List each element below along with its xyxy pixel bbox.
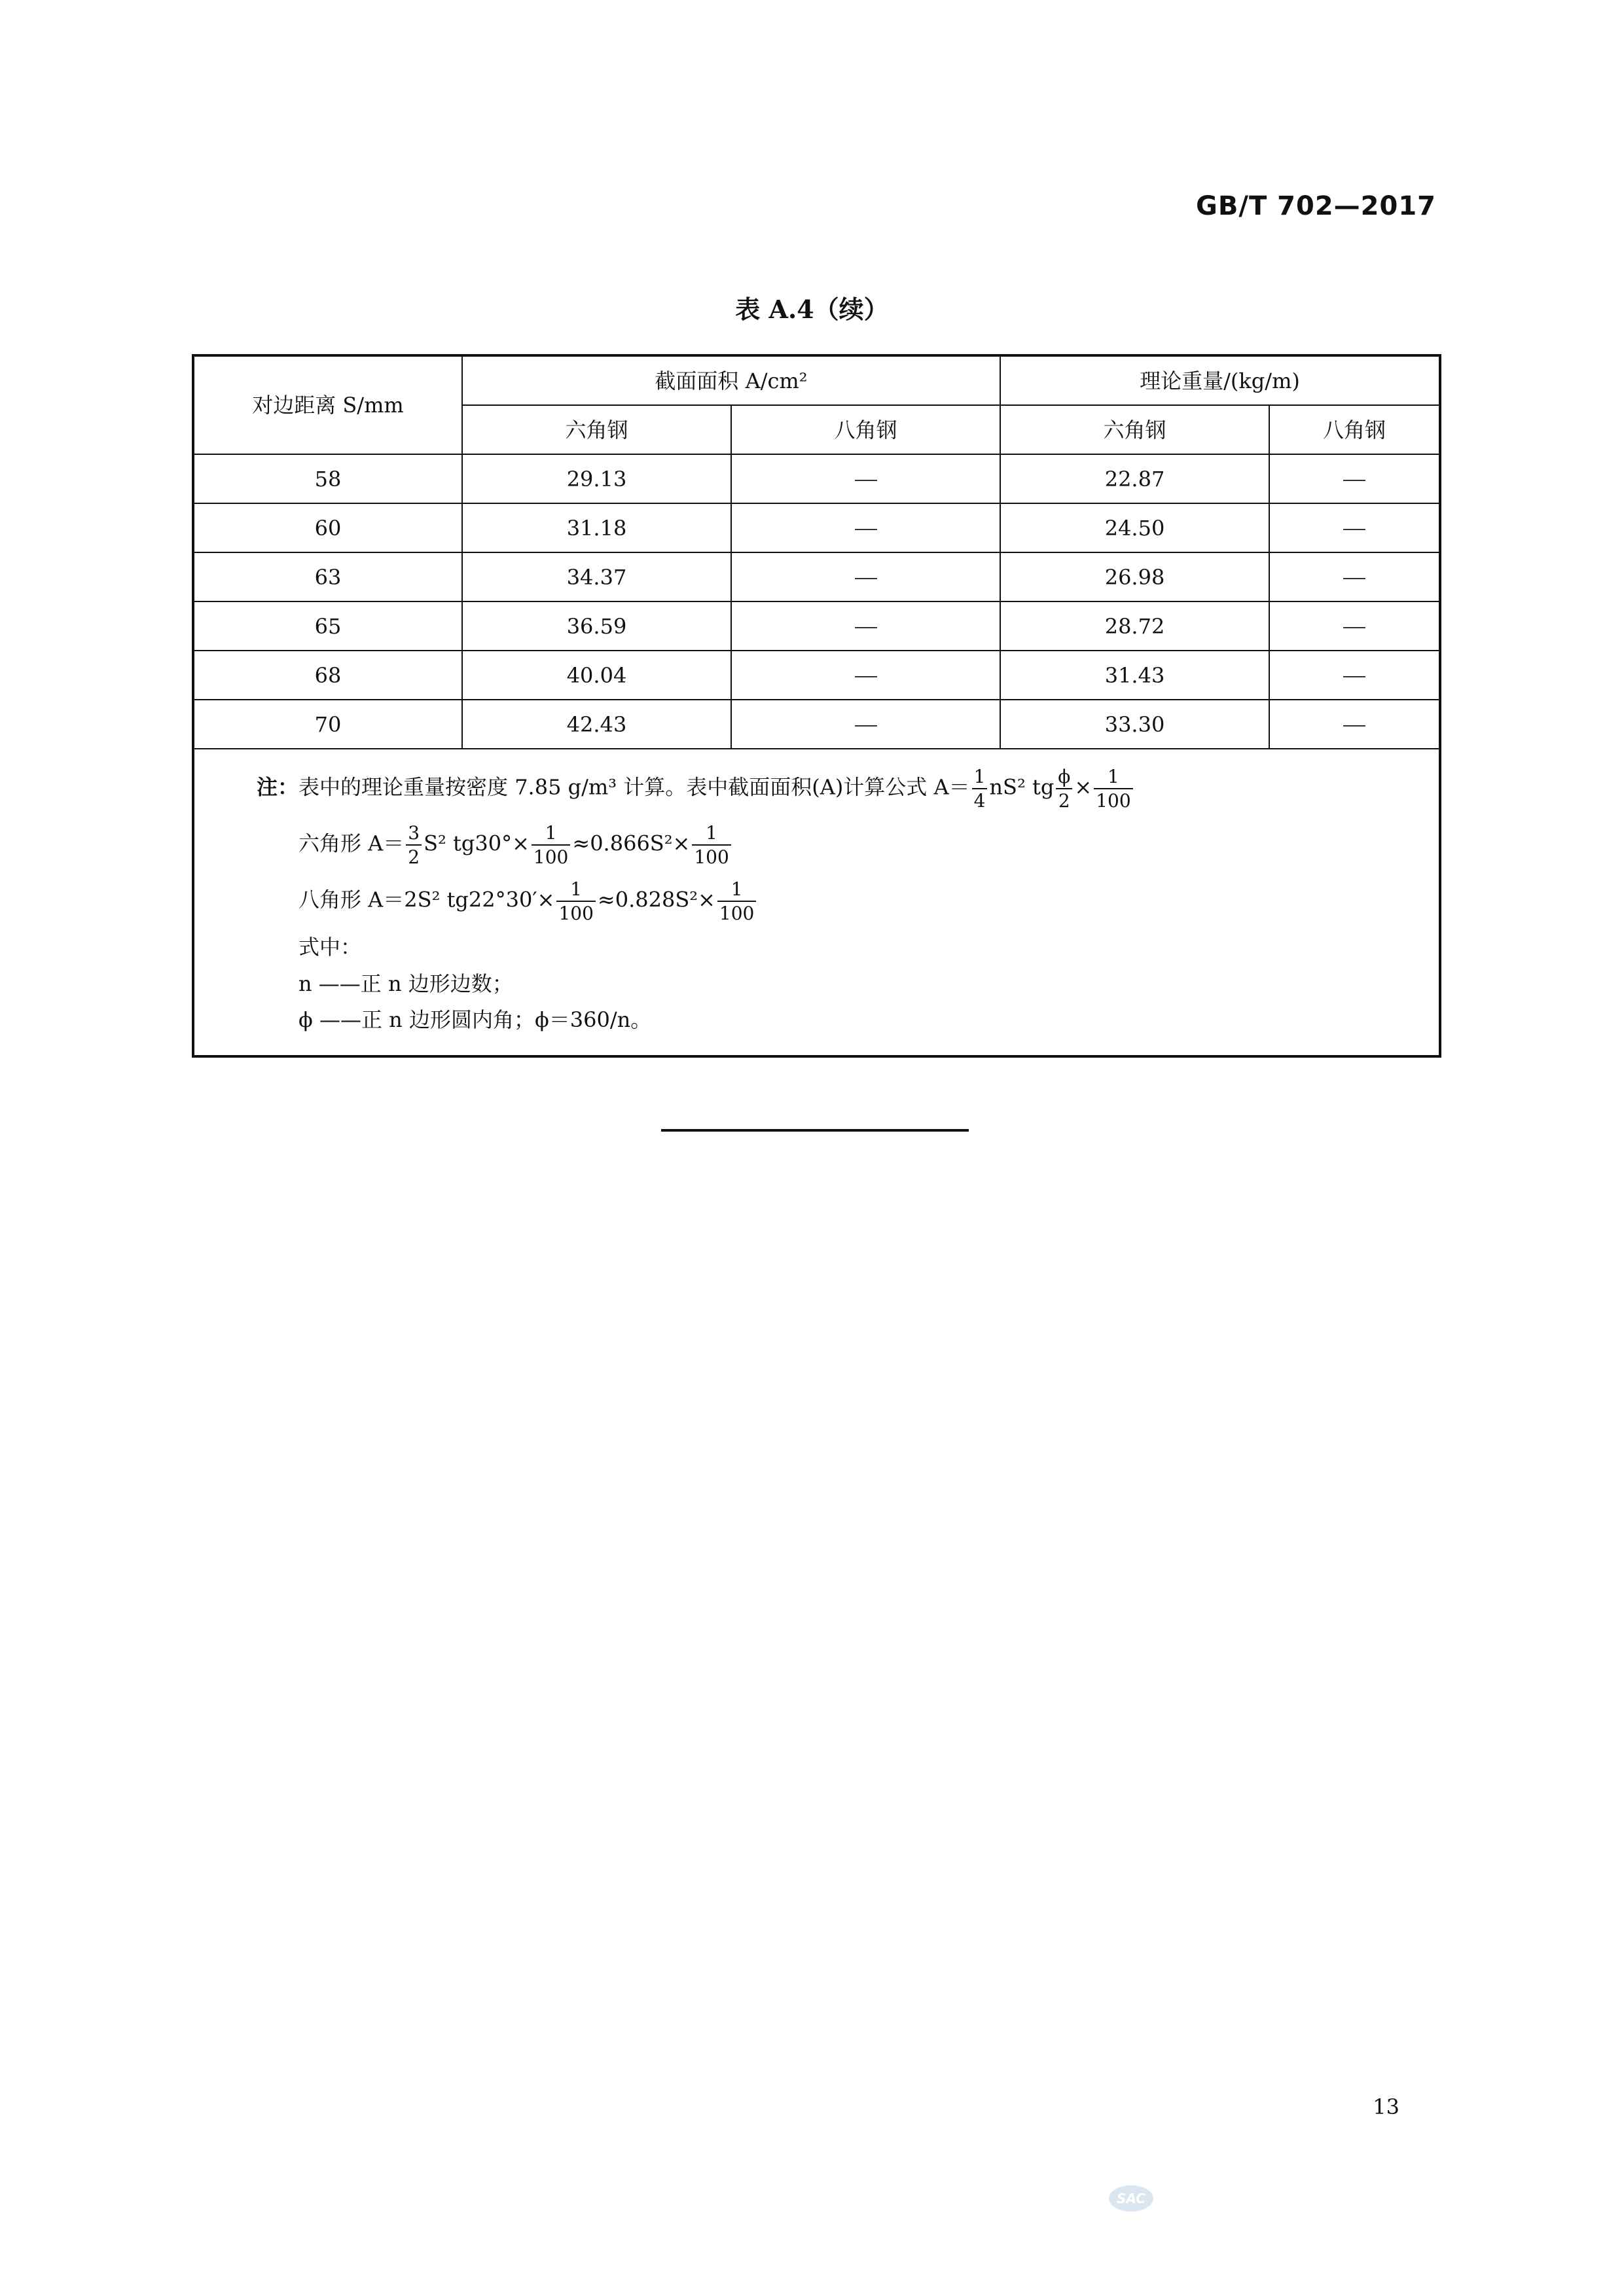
end-rule xyxy=(661,1129,969,1132)
cell-weight-oct xyxy=(1269,503,1440,552)
cell-area-oct xyxy=(731,700,1000,749)
note-def-n: n ——正 n 边形边数； xyxy=(298,971,513,996)
note-where: 式中： xyxy=(298,935,362,960)
table-row xyxy=(193,700,1440,749)
cell-distance: 60 xyxy=(193,503,462,552)
dash-mark xyxy=(1343,627,1365,628)
table-row xyxy=(193,552,1440,601)
header-area: 截面面积 A/cm² xyxy=(462,355,1000,405)
cell-area-oct xyxy=(731,552,1000,601)
cell-distance: 65 xyxy=(193,601,462,651)
table-row xyxy=(193,651,1440,700)
header-area-hex: 六角钢 xyxy=(462,405,731,454)
table-row xyxy=(193,454,1440,503)
cell-weight-oct xyxy=(1269,700,1440,749)
header-weight-hex: 六角钢 xyxy=(1000,405,1269,454)
data-table-container xyxy=(192,354,1439,1058)
cell-weight-oct xyxy=(1269,601,1440,651)
dash-mark xyxy=(855,627,877,628)
fraction: $\frac{1}{100}$ xyxy=(717,878,756,925)
cell-distance: 70 xyxy=(193,700,462,749)
note-row xyxy=(193,749,1440,1056)
fraction: $\frac{1}{4}$ xyxy=(972,765,988,812)
svg-text:SAC: SAC xyxy=(1117,2191,1146,2206)
dash-mark xyxy=(1343,725,1365,726)
cell-distance: 63 xyxy=(193,552,462,601)
fraction: $\frac{1}{100}$ xyxy=(1094,765,1132,812)
cell-weight-hex: 28.72 xyxy=(1000,601,1269,651)
note-line-hex: 六角形 A＝ $\frac{3}{2}$ S² tg30°× $\frac{1}{100}$ ≈0.866S²× $\frac{1}{100}$ xyxy=(257,821,1439,869)
cell-area-oct xyxy=(731,454,1000,503)
cell-weight-oct xyxy=(1269,454,1440,503)
table-title: 表 A.4（续） xyxy=(735,295,889,324)
cell-area-hex: 40.04 xyxy=(462,651,731,700)
data-table xyxy=(192,354,1441,1058)
table-row xyxy=(193,601,1440,651)
cell-area-hex: 42.43 xyxy=(462,700,731,749)
header-area-oct: 八角钢 xyxy=(731,405,1000,454)
cell-weight-oct xyxy=(1269,552,1440,601)
fraction: $\frac{3}{2}$ xyxy=(406,821,422,869)
cell-area-hex: 34.37 xyxy=(462,552,731,601)
cell-area-hex: 36.59 xyxy=(462,601,731,651)
cell-area-oct xyxy=(731,503,1000,552)
note-text: 表中的理论重量按密度 7.85 g/m³ 计算。表中截面面积(A)计算公式 A＝ xyxy=(298,774,970,800)
cell-weight-hex: 26.98 xyxy=(1000,552,1269,601)
cell-area-hex: 31.18 xyxy=(462,503,731,552)
cell-weight-hex: 24.50 xyxy=(1000,503,1269,552)
note-line-oct: 八角形 A＝2S² tg22°30′× $\frac{1}{100}$ ≈0.828S²× $\frac{1}{100}$ xyxy=(257,878,1439,925)
dash-mark xyxy=(855,480,877,481)
fraction: $\frac{1}{100}$ xyxy=(556,878,595,925)
note-label: 注： xyxy=(257,774,299,800)
cell-weight-hex: 33.30 xyxy=(1000,700,1269,749)
dash-mark xyxy=(855,676,877,677)
dash-mark xyxy=(1343,578,1365,579)
cell-distance: 68 xyxy=(193,651,462,700)
dash-mark xyxy=(855,578,877,579)
cell-weight-hex: 22.87 xyxy=(1000,454,1269,503)
note-def-phi: ϕ ——正 n 边形圆内角；ϕ＝360/n。 xyxy=(298,1007,652,1033)
cell-area-hex: 29.13 xyxy=(462,454,731,503)
cell-area-oct xyxy=(731,601,1000,651)
header-distance: 对边距离 S/mm xyxy=(193,355,462,454)
cell-area-oct xyxy=(731,651,1000,700)
dash-mark xyxy=(1343,676,1365,677)
header-weight-oct: 八角钢 xyxy=(1269,405,1440,454)
standard-code: GB/T 702—2017 xyxy=(1196,191,1436,221)
sac-watermark-logo xyxy=(1108,2184,1155,2213)
cell-distance: 58 xyxy=(193,454,462,503)
dash-mark xyxy=(1343,529,1365,530)
page-number: 13 xyxy=(1373,2094,1399,2119)
fraction: $\frac{1}{100}$ xyxy=(692,821,731,869)
cell-weight-hex: 31.43 xyxy=(1000,651,1269,700)
fraction: $\frac{1}{100}$ xyxy=(532,821,570,869)
fraction: $\frac{\phi}{2}$ xyxy=(1056,765,1072,812)
dash-mark xyxy=(855,725,877,726)
note-line-formula: 注：表中的理论重量按密度 7.85 g/m³ 计算。表中截面面积(A)计算公式 A＝ $\frac{1}{4}$ nS² tg $\frac{\phi}{2}$ × $\frac{1}{100}$ xyxy=(257,765,1439,812)
table-note xyxy=(193,749,1440,1056)
dash-mark xyxy=(855,529,877,530)
dash-mark xyxy=(1343,480,1365,481)
header-weight: 理论重量/(kg/m) xyxy=(1000,355,1440,405)
cell-weight-oct xyxy=(1269,651,1440,700)
table-row xyxy=(193,503,1440,552)
